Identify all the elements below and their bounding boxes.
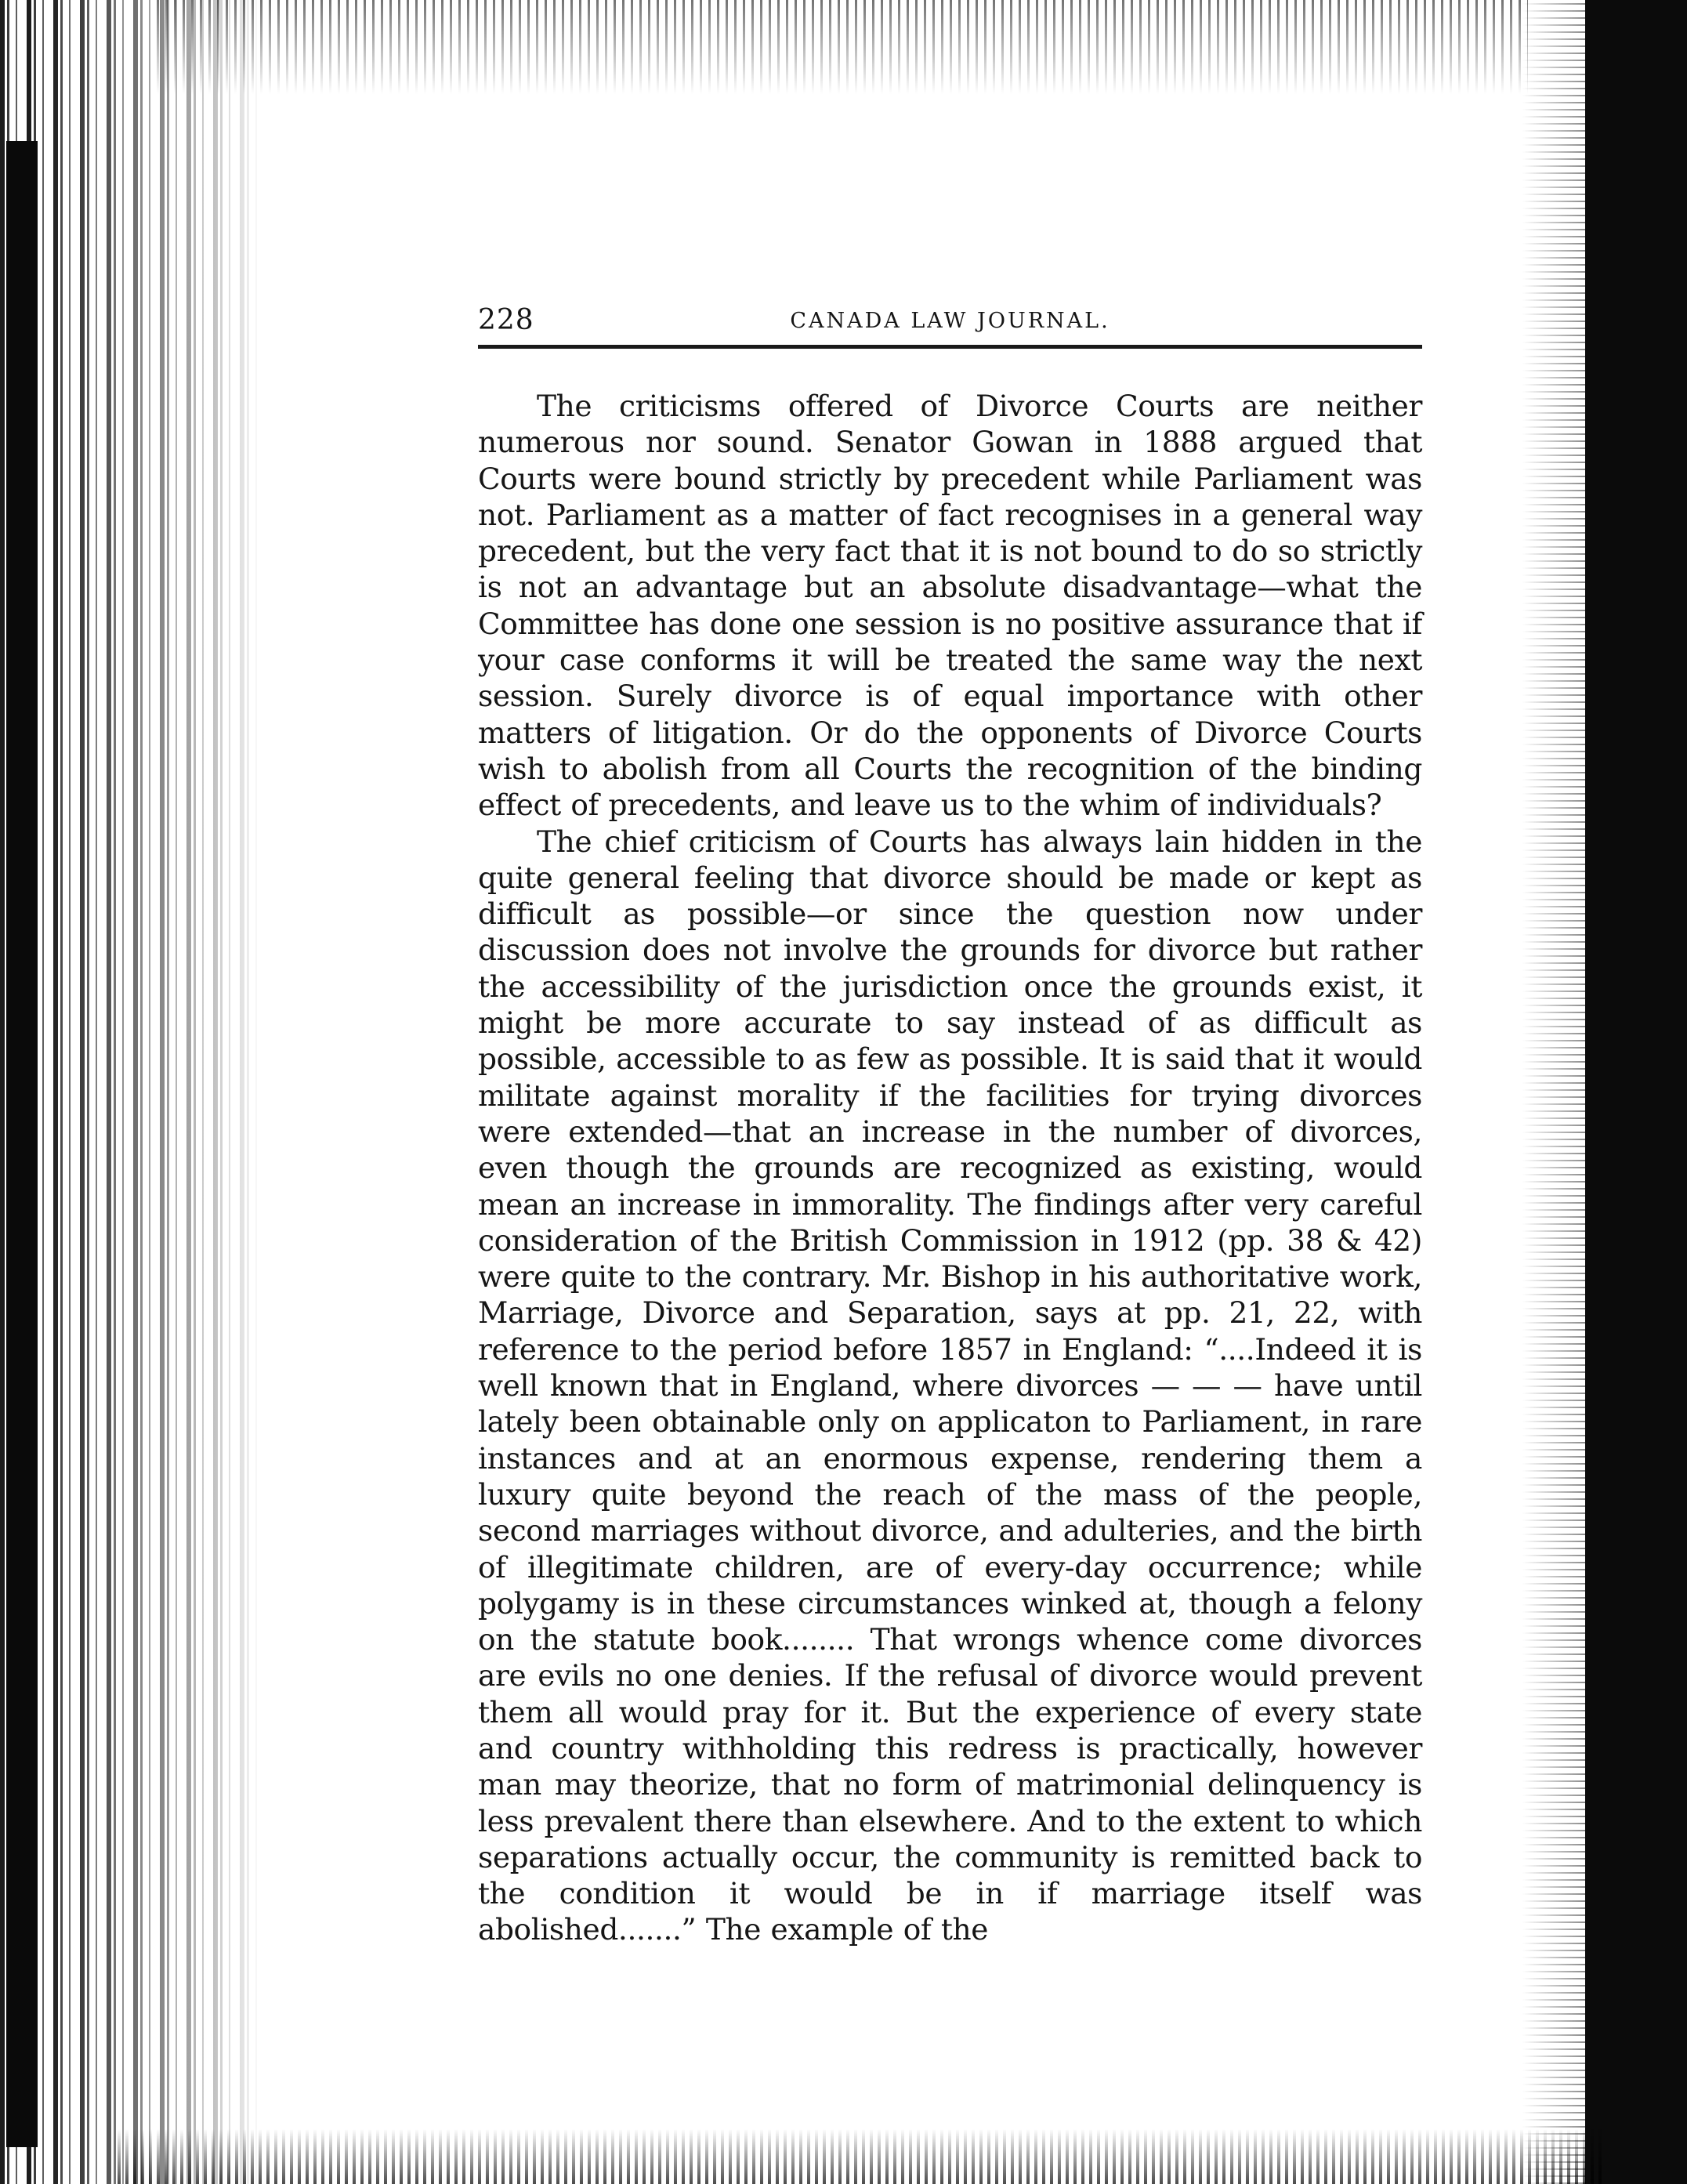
page-header <box>478 298 1422 349</box>
scan-right-edge-noise <box>1522 0 1585 2184</box>
scan-top-edge <box>157 0 1528 94</box>
scan-left-edge-fade <box>47 0 266 2184</box>
scan-binding-shadow <box>6 141 38 2147</box>
journal-page <box>478 298 1422 1948</box>
page-number: 228 <box>478 304 534 336</box>
paragraph: The criticisms offered of Divorce Courts are neither numerous nor sound. Senator Gowan in 1888 argued that Courts were bound strictly by precedent while Parliament was not. Parliament as a matter of fact recognises in a general way precedent, but the very fact that it is not bound to do so strictly is not an advantage but an absolute disadvantage—what the Committee has done one session is no positive assurance that if your case conforms it will be treated the same way the next session. Surely divorce is of equal importance with other matters of litigation. Or do the opponents of Divorce Courts wish to abolish from all Courts the recognition of the binding effect of precedents, and leave us to the whim of individuals? <box>478 389 1422 823</box>
scan-right-border <box>1585 0 1687 2184</box>
paragraph: The chief criticism of Courts has always lain hidden in the quite general feeling that divorce should be made or kept as difficult as possible—or since the question now under discussion does not involve the grounds for divorce but rather the accessibility of the jurisdiction once the grounds exist, it might be more accurate to say instead of as difficult as possible, accessible to as few as possible. It is said that it would militate against morality if the facilities for trying divorces were extended—that an increase in the number of divorces, even though the grounds are recognized as existing, would mean an increase in immorality. The findings after very careful consideration of the British Commission in 1912 (pp. 38 & 42) were quite to the contrary. Mr. Bishop in his authoritative work, Marriage, Divorce and Separation, says at pp. 21, 22, with reference to the period before 1857 in England: “....Indeed it is well known that in England, where divorces — — — have until lately been obtainable only on applicaton to Parliament, in rare instances and at an enormous expense, rendering them a luxury quite beyond the reach of the mass of the people, second marriages without divorce, and adulteries, and the birth of illegitimate children, are of every-day occurrence; while polygamy is in these circumstances winked at, though a felony on the statute book........ That wrongs whence come divorces are evils no one denies. If the refusal of divorce would prevent them all would pray for it. But the experience of every state and country withholding this redress is practically, however man may theorize, that no form of matrimonial delinquency is less prevalent there than elsewhere. And to the extent to which separations actually occur, the community is remitted back to the condition it would be in if marriage itself was abolished.......” The example of the <box>478 824 1422 1947</box>
body-text <box>478 388 1422 1948</box>
running-head: CANADA LAW JOURNAL. <box>790 309 1110 333</box>
scan-bottom-edge <box>118 2129 1606 2184</box>
